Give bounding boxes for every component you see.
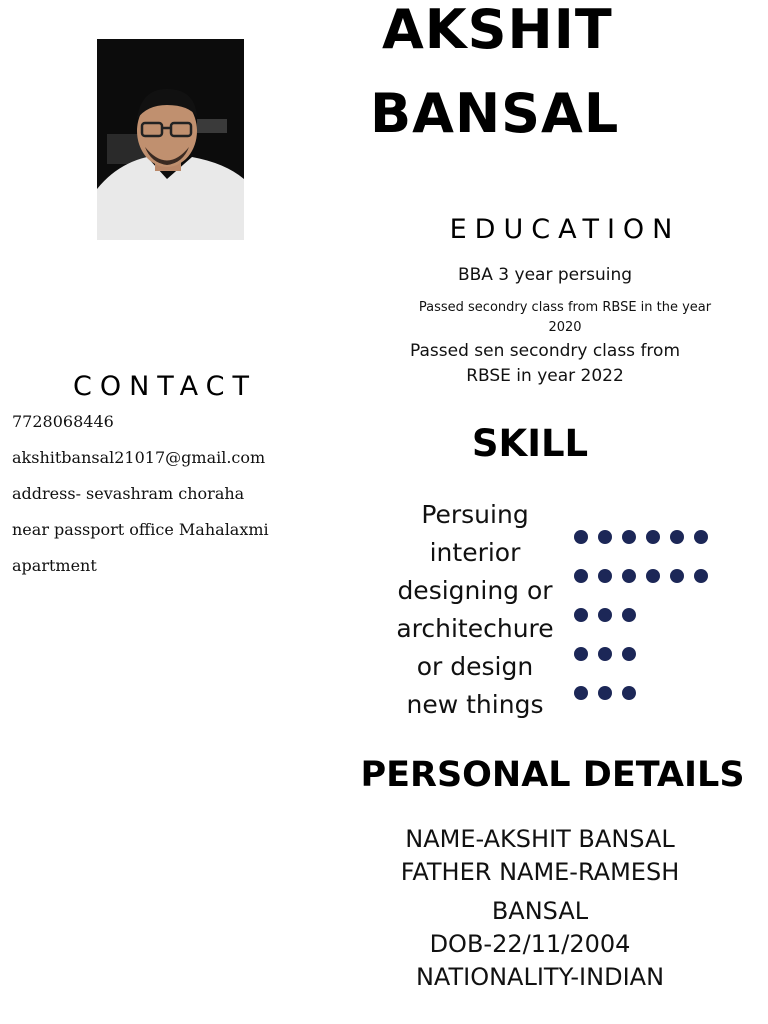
skill-description: [375, 496, 575, 724]
personal-dob: DOB-22/11/2004: [429, 930, 631, 958]
contact-phone: 7728068446: [12, 412, 114, 431]
contact-address-3: apartment: [12, 556, 97, 575]
skill-line: designing or: [397, 576, 553, 605]
skill-dot-row: [574, 608, 636, 622]
skill-dot: [670, 569, 684, 583]
contact-block: [12, 404, 332, 584]
personal-block: [340, 823, 740, 994]
contact-address-2: near passport office Mahalaxmi: [12, 520, 269, 539]
skill-dot: [574, 608, 588, 622]
profile-photo: [97, 39, 244, 240]
education-line-2a: Passed secondry class from RBSE in the year: [418, 300, 712, 315]
skill-dot: [646, 530, 660, 544]
skill-line: interior: [429, 538, 521, 567]
skill-dot: [622, 686, 636, 700]
name-first: AKSHIT: [382, 0, 613, 61]
education-line-3b: RBSE in year 2022: [466, 366, 624, 386]
personal-father: FATHER NAME-RAMESH: [400, 858, 680, 886]
contact-email: akshitbansal21017@gmail.com: [12, 448, 266, 467]
skill-dot: [598, 569, 612, 583]
skill-dot: [646, 569, 660, 583]
education-heading: EDUCATION: [449, 214, 681, 245]
education-line-1: BBA 3 year persuing: [457, 265, 633, 285]
skill-line: architechure: [396, 614, 554, 643]
skill-dot: [622, 569, 636, 583]
skill-line: Persuing: [421, 500, 529, 529]
personal-name: NAME-AKSHIT BANSAL: [405, 825, 675, 853]
skill-dot: [670, 530, 684, 544]
skill-dot: [622, 608, 636, 622]
name-last: BANSAL: [370, 82, 620, 145]
skill-dot: [694, 530, 708, 544]
skill-dot: [598, 608, 612, 622]
skill-line: new things: [406, 690, 544, 719]
personal-father-surname: BANSAL: [491, 897, 589, 925]
personal-heading: PERSONAL DETAILS: [360, 755, 745, 795]
skill-dot-row: [574, 647, 636, 661]
skill-line: or design: [416, 652, 534, 681]
skill-heading: SKILL: [471, 422, 589, 465]
skill-dot: [574, 647, 588, 661]
skill-dot: [598, 686, 612, 700]
skill-dot: [574, 569, 588, 583]
contact-address-1: address- sevashram choraha: [12, 484, 245, 503]
skill-dot-row: [574, 569, 708, 583]
skill-dot: [598, 530, 612, 544]
person-photo-icon: [97, 39, 244, 240]
contact-heading: CONTACT: [72, 371, 258, 402]
skill-dot: [574, 530, 588, 544]
skill-dot: [622, 647, 636, 661]
personal-nationality: NATIONALITY-INDIAN: [415, 963, 665, 991]
skill-dot: [574, 686, 588, 700]
skill-dot-row: [574, 686, 636, 700]
skill-dot: [598, 647, 612, 661]
skill-dot: [694, 569, 708, 583]
education-line-2b: 2020: [548, 320, 582, 335]
skill-dot: [622, 530, 636, 544]
skill-dot-row: [574, 530, 708, 544]
education-line-3a: Passed sen secondry class from: [409, 341, 681, 361]
